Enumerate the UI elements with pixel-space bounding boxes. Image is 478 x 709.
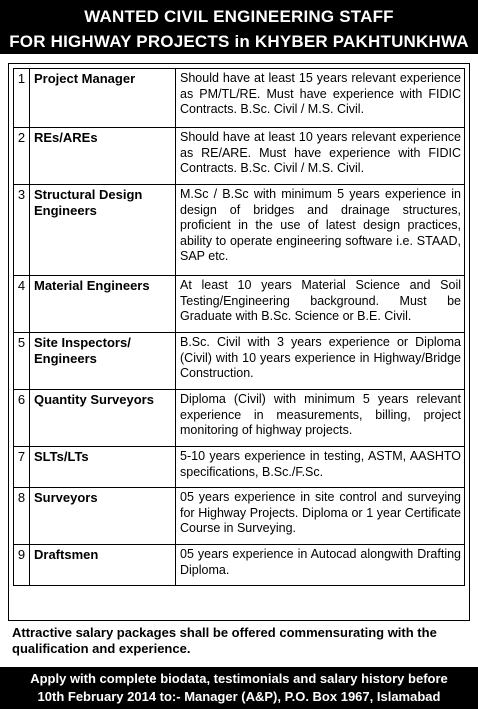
position-requirements: 05 years experience in Autocad alongwith Drafting Diploma. [176, 545, 465, 586]
row-number: 4 [14, 276, 30, 333]
position-requirements: B.Sc. Civil with 3 years experience or Diploma (Civil) with 10 years experience in Highway/Bridge Construction. [176, 333, 465, 390]
row-number: 7 [14, 447, 30, 488]
row-number: 5 [14, 333, 30, 390]
table-row [14, 545, 465, 586]
position-title: Project Manager [30, 69, 176, 128]
row-number: 3 [14, 185, 30, 276]
table-row [14, 390, 465, 447]
row-number: 9 [14, 545, 30, 586]
position-requirements: At least 10 years Material Science and Soil Testing/Engineering background. Must be Graduate with B.Sc. Science or B.E. Civil. [176, 276, 465, 333]
header-title-line-1: WANTED CIVIL ENGINEERING STAFF [84, 7, 394, 26]
header-title-line-2: FOR HIGHWAY PROJECTS in KHYBER PAKHTUNKHWA [9, 32, 469, 51]
table-row [14, 333, 465, 390]
row-number: 2 [14, 128, 30, 185]
position-title: Material Engineers [30, 276, 176, 333]
position-title: SLTs/LTs [30, 447, 176, 488]
footer-line-1: Apply with complete biodata, testimonials and salary history before [30, 671, 448, 686]
row-number: 8 [14, 488, 30, 545]
table-row [14, 276, 465, 333]
position-title: Draftsmen [30, 545, 176, 586]
position-requirements: M.Sc / B.Sc with minimum 5 years experience in design of bridges and drainage structures, proficient in the use of latest design practices, ability to operate engineering software i.e. STAAD, SAP etc. [176, 185, 465, 276]
row-number: 6 [14, 390, 30, 447]
position-title: Structural Design Engineers [30, 185, 176, 276]
table-row [14, 447, 465, 488]
positions-frame [8, 63, 470, 621]
footer-line-2: 10th February 2014 to:- Manager (A&P), P.O. Box 1967, Islamabad [37, 689, 441, 704]
position-title: REs/AREs [30, 128, 176, 185]
header-banner [0, 0, 478, 54]
footer-banner [0, 667, 478, 709]
position-title: Quantity Surveyors [30, 390, 176, 447]
table-row [14, 488, 465, 545]
row-number: 1 [14, 69, 30, 128]
position-requirements: 5-10 years experience in testing, ASTM, AASHTO specifications, B.Sc./F.Sc. [176, 447, 465, 488]
position-requirements: 05 years experience in site control and surveying for Highway Projects. Diploma or 1 year Certificate Course in Surveying. [176, 488, 465, 545]
position-title: Site Inspectors/ Engineers [30, 333, 176, 390]
table-row [14, 69, 465, 128]
position-title: Surveyors [30, 488, 176, 545]
positions-table [13, 68, 465, 586]
table-row [14, 128, 465, 185]
position-requirements: Should have at least 10 years relevant experience as RE/ARE. Must have experience with FIDIC Contracts. B.Sc. Civil / M.S. Civil. [176, 128, 465, 185]
salary-note: Attractive salary packages shall be offered commensurating with the qualification and experience. [12, 625, 437, 656]
position-requirements: Should have at least 15 years relevant experience as PM/TL/RE. Must have experience with FIDIC Contracts. B.Sc. Civil / M.S. Civil. [176, 69, 465, 128]
table-row [14, 185, 465, 276]
position-requirements: Diploma (Civil) with minimum 5 years relevant experience in measurements, billing, project monitoring of highway projects. [176, 390, 465, 447]
